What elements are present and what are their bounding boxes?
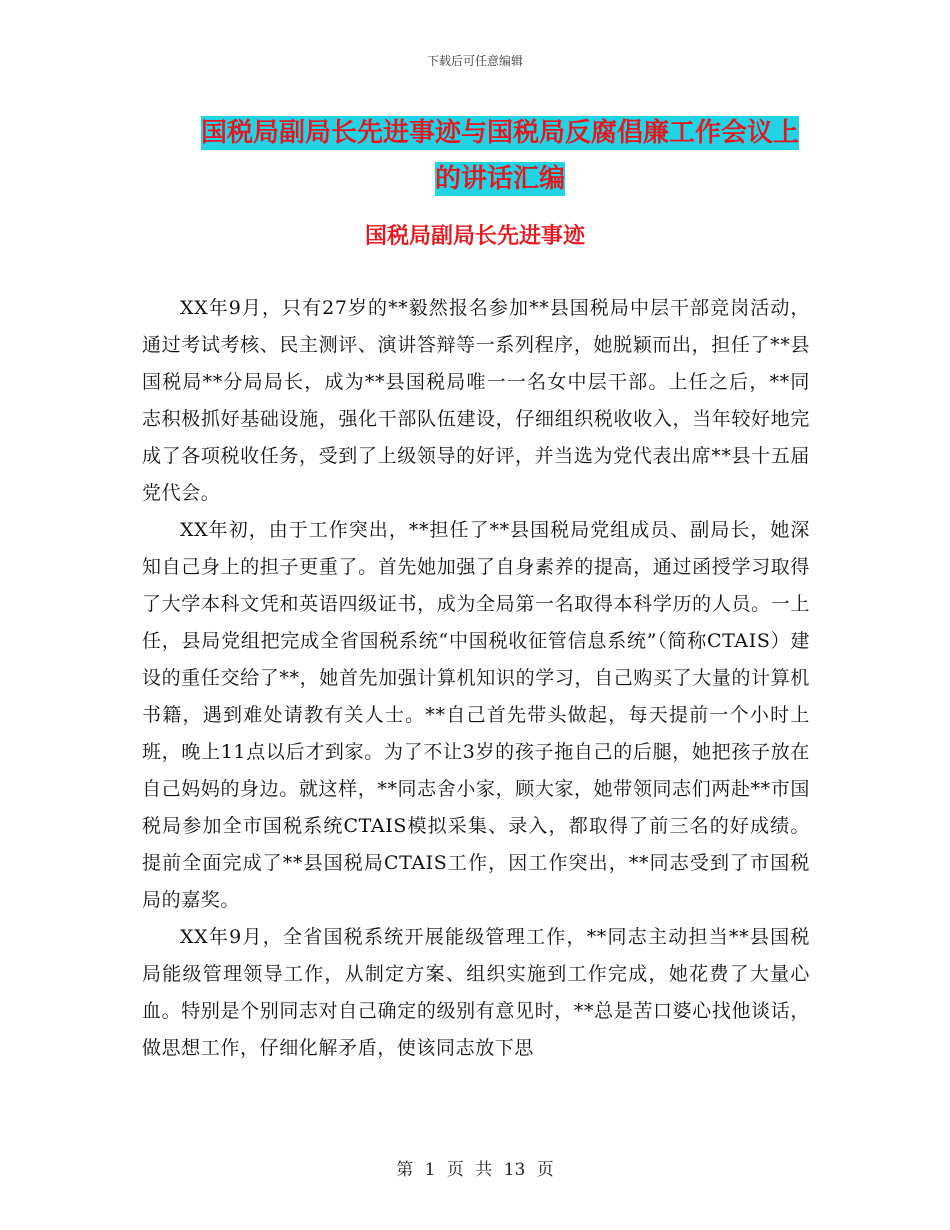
paragraph-1: XX年9月，只有27岁的**毅然报名参加**县国税局中层干部竞岗活动，通过考试考核、民主测评、演讲答辩等一系列程序，她脱颖而出，担任了**县国税局**分局局长，成为**县国税局唯一一名女中层干部。上任之后，**同志积极抓好基础设施，强化干部队伍建设，仔细组织税收收入，当年较好地完成了各项税收任务，受到了上级领导的好评，并当选为党代表出席**县十五届党代会。 [142,297,810,504]
header-note: 下载后可任意编辑 [426,54,523,68]
body-text [142,290,810,1067]
document-title [100,110,900,202]
document-title-line1: 国税局副局长先进事迹与国税局反腐倡廉工作会议上 [200,118,799,148]
paragraph-3: XX年9月，全省国税系统开展能级管理工作，**同志主动担当**县国税局能级管理领导工作，从制定方案、组织实施到工作完成，她花费了大量心血。特别是个别同志对自己确定的级别有意见时，**总是苦口婆心找他谈话，做思想工作，仔细化解矛盾，使该同志放下思 [142,926,810,1059]
page-footer: 第 1 页 共 13 页 [396,1160,554,1180]
document-title-line2: 的讲话汇编 [434,164,565,194]
paragraph-2: XX年初，由于工作突出，**担任了**县国税局党组成员、副局长，她深知自己身上的担子更重了。首先她加强了自身素养的提高，通过函授学习取得了大学本科文凭和英语四级证书，成为全局第一名取得本科学历的人员。一上任，县局党组把完成全省国税系统“中国税收征管信息系统”（简称CTAIS）建设的重任交给了**，她首先加强计算机知识的学习，自己购买了大量的计算机书籍，遇到难处请教有关人士。**自己首先带头做起，每天提前一个小时上班，晚上11点以后才到家。为了不让3岁的孩子拖自己的后腿，她把孩子放在自己妈妈的身边。就这样，**同志舍小家，顾大家，她带领同志们两赴**市国税局参加全市国税系统CTAIS模拟采集、录入，都取得了前三名的好成绩。提前全面完成了**县国税局CTAIS工作，因工作突出，**同志受到了市国税局的嘉奖。 [142,519,810,911]
section-title: 国税局副局长先进事迹 [364,223,585,249]
